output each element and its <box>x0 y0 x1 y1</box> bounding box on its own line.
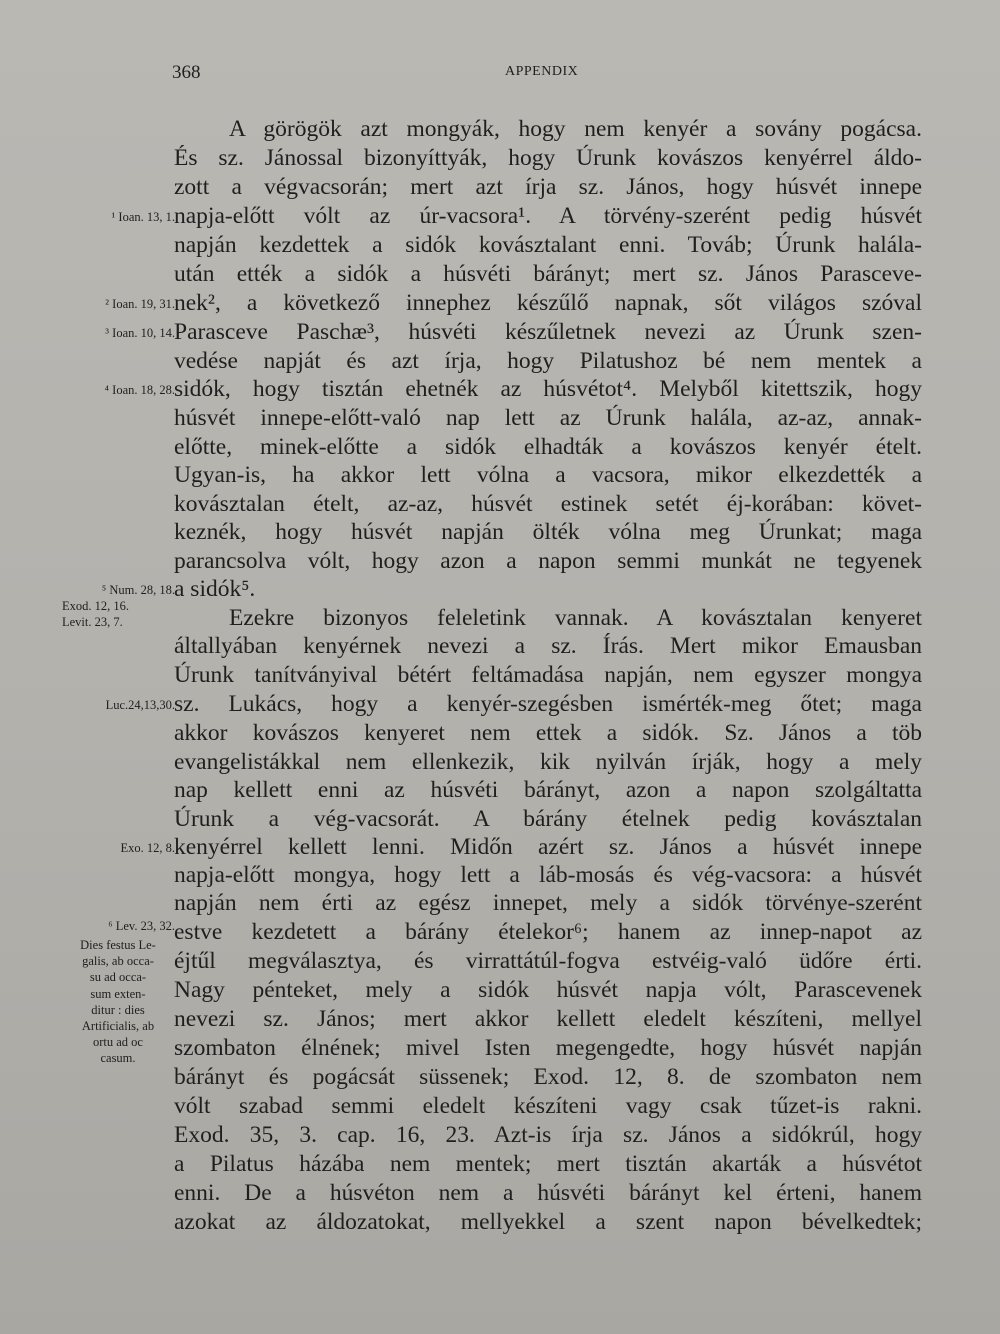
body-line: parancsolva vólt, hogy azon a napon semmi munkát ne tegyenek <box>174 548 922 574</box>
body-line: azokat az áldozatokat, mellyekkel a szent napon bévelkedtek; <box>174 1209 922 1235</box>
body-line: húsvét innepe-előtt-való nap lett az Úrunk halála, az-az, annak- <box>174 405 922 431</box>
body-line: Úrunk a vég-vacsorát. A bárány ételnek pedig kovásztalan <box>174 806 922 832</box>
body-line: evangelistákkal nem ellenkezik, kik nyilván írják, hogy a mely <box>174 749 922 775</box>
body-line: sidók, hogy tisztán ehetnék az húsvétot⁴. Melyből kitettszik, hogy <box>174 376 922 402</box>
body-line: kenyérrel kellett lenni. Midőn azért sz. János a húsvét innepe <box>174 834 922 860</box>
body-line: szombaton élnének; mivel Isten megengedte, hogy húsvét napján <box>174 1035 922 1061</box>
body-line: vedése napját és azt írja, hogy Pilatushoz bé nem mentek a <box>174 348 922 374</box>
margin-reference: Exo. 12, 8. <box>120 841 175 855</box>
margin-reference: Luc.24,13,30. <box>105 698 175 712</box>
body-line: zott a végvacsorán; mert azt írja sz. János, hogy húsvét innepe <box>174 174 922 200</box>
body-line: Parasceve Paschæ³, húsvéti készűletnek nevezi az Úrunk szen- <box>174 319 922 345</box>
body-line: a sidók⁵. <box>174 576 256 602</box>
body-line: nevezi sz. János; mert akkor kellett eledelt készíteni, mellyel <box>174 1006 922 1032</box>
body-line: napja-előtt vólt az úr-vacsora¹. A törvény-szerént pedig húsvét <box>174 203 922 229</box>
body-line: Ezekre bizonyos feleletink vannak. A kovásztalan kenyeret <box>229 605 922 631</box>
body-line: Nagy pénteket, mely a sidók húsvét napja vólt, Parascevenek <box>174 977 922 1003</box>
body-line: Úrunk tanítványival bétért feltámadása napján, nem egyszer mongya <box>174 662 922 688</box>
body-line: akkor kovászos kenyeret nem ettek a sidók. Sz. János a töb <box>174 720 922 746</box>
page-header <box>0 62 1000 92</box>
running-head: APPENDIX <box>505 64 579 79</box>
margin-reference: ³ Ioan. 10, 14. <box>105 326 175 340</box>
body-line: bárányt és pogácsát süssenek; Exod. 12, 8. de szombaton nem <box>174 1064 922 1090</box>
body-line: napján nem érti az egész innepet, mely a sidók törvénye-szerént <box>174 890 922 916</box>
body-line: Exod. 35, 3. cap. 16, 23. Azt-is írja sz. János a sidókrúl, hogy <box>174 1122 922 1148</box>
page-number: 368 <box>172 62 201 83</box>
body-line: vólt szabad semmi eledelt készíteni vagy csak tűzet-is rakni. <box>174 1093 922 1119</box>
margin-reference: ⁴ Ioan. 18, 28. <box>104 383 175 397</box>
body-line: sz. Lukács, hogy a kenyér-szegésben ismérték-meg őtet; maga <box>174 691 922 717</box>
body-line: napja-előtt mongya, hogy lett a láb-mosás és vég-vacsora: a húsvét <box>174 862 922 888</box>
margin-reference: Levit. 23, 7. <box>62 615 123 629</box>
margin-reference: ⁶ Lev. 23, 32. <box>108 919 175 933</box>
body-line: nap kellett enni az húsvéti bárányt, azon a napon szolgáltatta <box>174 777 922 803</box>
margin-reference: ² Ioan. 19, 31. <box>105 297 175 311</box>
margin-reference: ⁵ Num. 28, 18. <box>101 583 175 597</box>
body-line: A görögök azt mongyák, hogy nem kenyér a sovány pogácsa. <box>229 116 922 142</box>
body-line: estve kezdetett a bárány ételekor⁶; hanem az innep-napot az <box>174 919 922 945</box>
body-line: után ették a sidók a húsvéti bárányt; mert sz. János Parasceve- <box>174 261 922 287</box>
body-line: Ugyan-is, ha akkor lett vólna a vacsora, mikor elkezdették a <box>174 462 922 488</box>
body-line: napján kezdettek a sidók kovásztalant enni. Továb; Úrunk halála- <box>174 232 922 258</box>
body-line: keznék, hogy húsvét napján ölték vólna meg Úrunkat; maga <box>174 519 922 545</box>
body-line: előtte, minek-előtte a sidók elhadták a kovászos kenyér ételt. <box>174 434 922 460</box>
margin-reference: Exod. 12, 16. <box>62 599 130 613</box>
body-line: És sz. Jánossal bizonyíttyák, hogy Úrunk kovászos kenyérrel áldo- <box>174 145 922 171</box>
margin-latin-note: Dies festus Le- galis, ab occa- su ad occa- sum exten- ditur : dies Artificialis, ab ortu ad oc casum. <box>80 938 156 1066</box>
body-line: a Pilatus házába nem mentek; mert tisztán akarták a húsvétot <box>174 1151 922 1177</box>
body-line: kovásztalan ételt, az-az, húsvét estinek setét éj-korában: követ- <box>174 491 922 517</box>
body-line: enni. De a húsvéton nem a húsvéti bárányt kel érteni, hanem <box>174 1180 922 1206</box>
body-line: éjtűl megválasztya, és virrattátúl-fogva estvéig-való üdőre érti. <box>174 948 922 974</box>
margin-reference: ¹ Ioan. 13, 1. <box>111 210 175 224</box>
body-line: általlyában kenyérnek nevezi a sz. Írás. Mert mikor Emausban <box>174 633 922 659</box>
body-line: nek², a következő innephez készűlő napnak, sőt világos szóval <box>174 290 922 316</box>
